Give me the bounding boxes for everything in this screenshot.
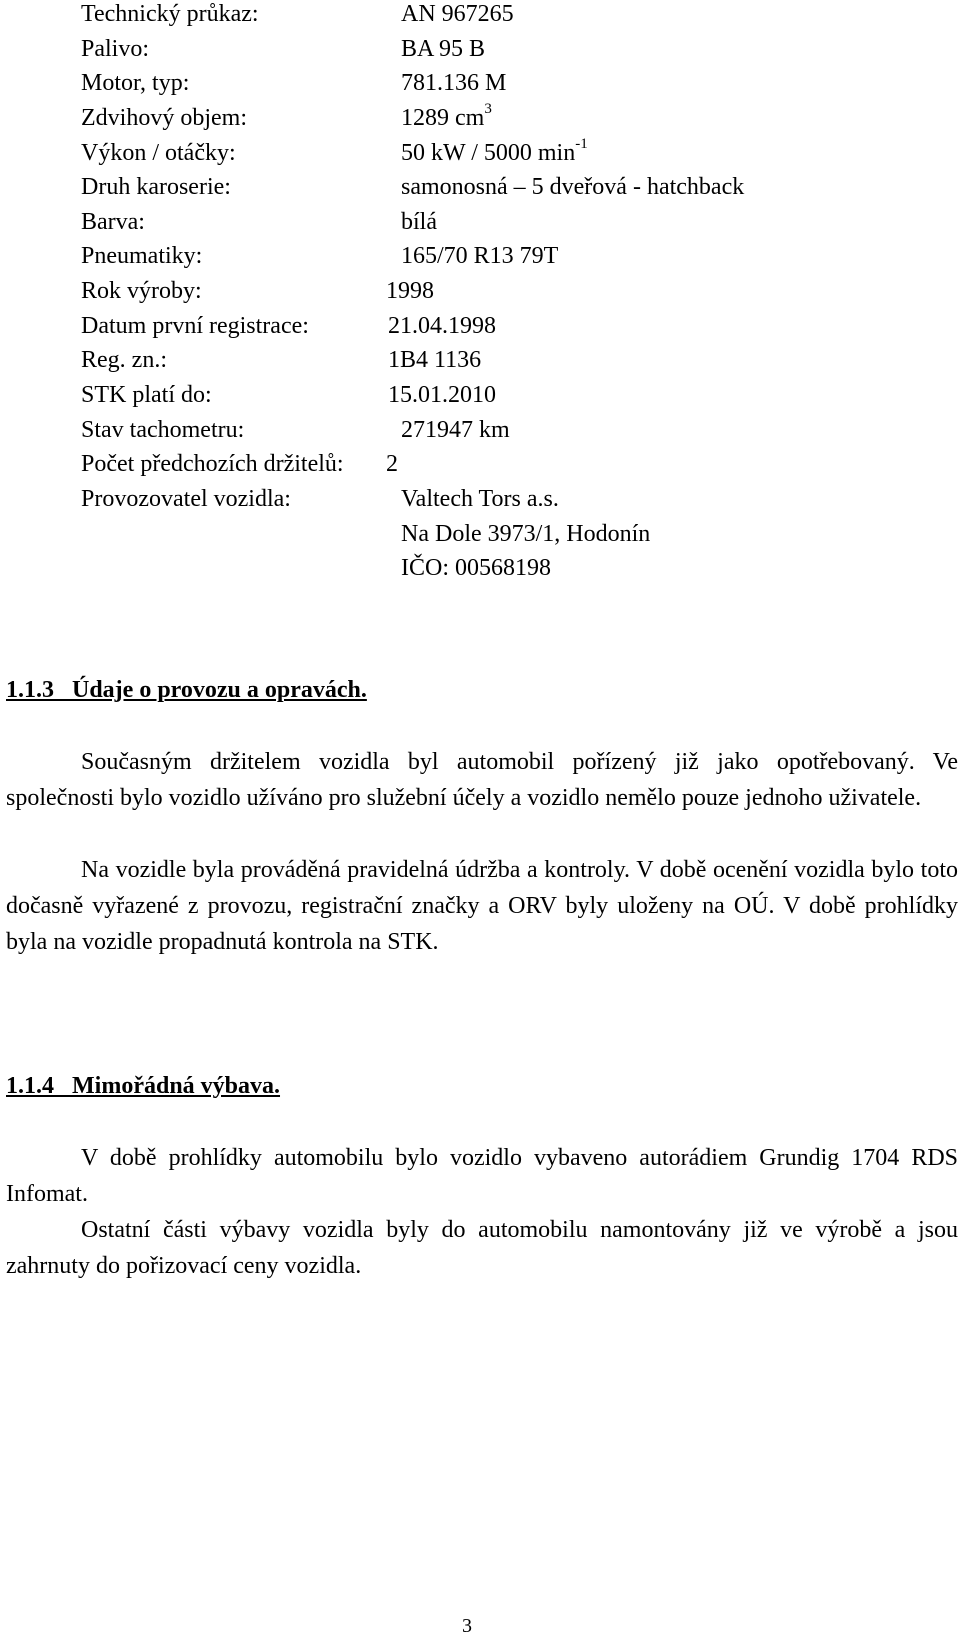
spec-label: Výkon / otáčky: <box>81 140 236 166</box>
spec-label: Provozovatel vozidla: <box>81 486 291 512</box>
spec-label: Stav tachometru: <box>81 417 245 443</box>
spec-value: 21.04.1998 <box>388 313 496 339</box>
spec-value: 781.136 M <box>401 70 507 96</box>
paragraph: V době prohlídky automobilu bylo vozidlo vybaveno autorádiem Grundig 1704 RDS Infomat. <box>6 1145 958 1207</box>
spec-value <box>401 100 492 136</box>
spec-label: Technický průkaz: <box>81 1 259 27</box>
spec-value-text: 50 kW / 5000 min <box>401 140 576 166</box>
section-heading-extra-equipment: 1.1.4 Mimořádná výbava. <box>6 1073 281 1099</box>
spec-value: 1B4 1136 <box>388 347 482 373</box>
spec-value: 2 <box>386 451 398 477</box>
spec-value-exponent: -1 <box>575 136 588 152</box>
spec-label: Motor, typ: <box>81 70 190 96</box>
paragraph: Ostatní části výbavy vozidla byly do automobilu namontovány již ve výrobě a jsou zahrnuty do pořizovací ceny vozidla. <box>6 1217 958 1279</box>
page-number: 3 <box>462 1615 472 1637</box>
spec-label: Reg. zn.: <box>81 347 167 373</box>
spec-label: STK platí do: <box>81 382 212 408</box>
paragraph: Současným držitelem vozidla byl automobil pořízený již jako opotřebovaný. Ve společnosti bylo vozidlo užíváno pro služební účely a vozidlo nemělo pouze jednoho uživatele. <box>6 749 958 811</box>
spec-value: Valtech Tors a.s. <box>401 486 559 512</box>
spec-value: BA 95 B <box>401 36 486 62</box>
spec-value: 271947 km <box>401 417 510 443</box>
spec-value <box>401 135 588 171</box>
spec-label: Barva: <box>81 209 145 235</box>
spec-label: Druh karoserie: <box>81 174 231 200</box>
spec-value: samonosná – 5 dveřová - hatchback <box>401 174 745 200</box>
spec-label: Palivo: <box>81 36 150 62</box>
spec-label: Zdvihový objem: <box>81 105 247 131</box>
spec-value: Na Dole 3973/1, Hodonín <box>401 521 651 547</box>
spec-value: 165/70 R13 79T <box>401 243 559 269</box>
spec-label: Rok výroby: <box>81 278 202 304</box>
spec-value-text: 1289 cm <box>401 105 485 131</box>
spec-label: Počet předchozích držitelů: <box>81 451 344 477</box>
spec-value: 15.01.2010 <box>388 382 496 408</box>
spec-value: 1998 <box>386 278 434 304</box>
spec-value: bílá <box>401 209 437 235</box>
spec-value: IČO: 00568198 <box>401 555 551 581</box>
spec-label: Datum první registrace: <box>81 313 309 339</box>
spec-label: Pneumatiky: <box>81 243 203 269</box>
spec-value-exponent: 3 <box>484 101 492 117</box>
paragraph: Na vozidle byla prováděná pravidelná údržba a kontroly. V době ocenění vozidla bylo toto dočasně vyřazené z provozu, registrační značky a ORV byly uloženy na OÚ. V době prohlídky byla na vozidle propadnutá kontrola na STK. <box>6 857 958 955</box>
section-heading-operation-repairs: 1.1.3 Údaje o provozu a opravách. <box>6 677 367 703</box>
spec-value: AN 967265 <box>401 1 514 27</box>
